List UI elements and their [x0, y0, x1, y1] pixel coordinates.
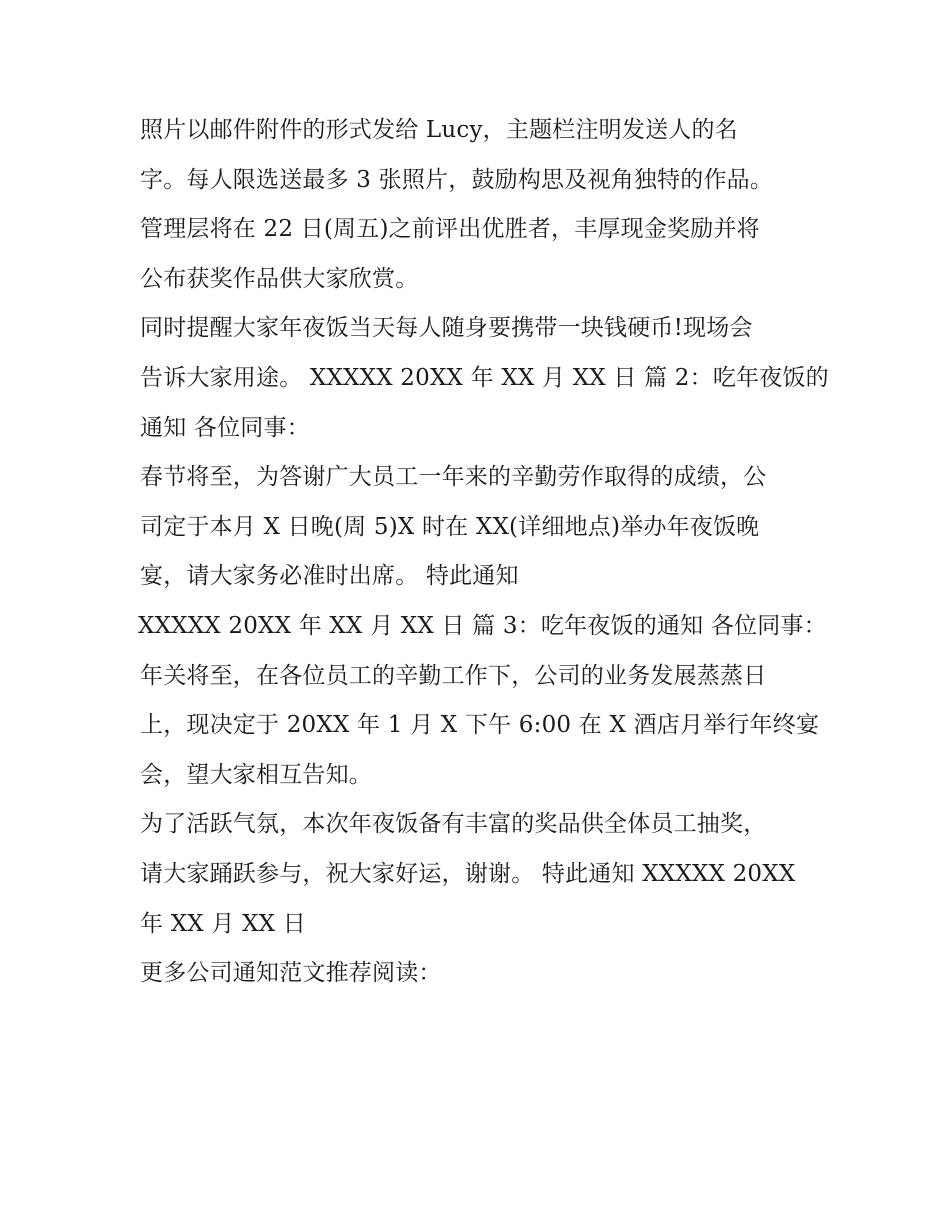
text-line: 请大家踊跃参与，祝大家好运，谢谢。 特此通知 XXXXX 20XX	[140, 860, 796, 887]
document-body	[140, 106, 830, 999]
text-line: 春节将至，为答谢广大员工一年来的辛勤劳作取得的成绩，公	[140, 464, 767, 491]
text-line: XXXXX 20XX 年 XX 月 XX 日 篇 3：吃年夜饭的通知 各位同事：	[138, 612, 827, 639]
text-line: 上，现决定于 20XX 年 1 月 X 下午 6:00 在 X 酒店月举行年终宴	[140, 712, 820, 739]
text-line: 会，望大家相互告知。	[140, 761, 372, 788]
text-line: 年关将至，在各位员工的辛勤工作下，公司的业务发展蒸蒸日	[140, 662, 767, 689]
text-line: 年 XX 月 XX 日	[140, 910, 306, 937]
text-line: 宴，请大家务必准时出席。 特此通知	[140, 563, 519, 590]
text-line: 为了活跃气氛，本次年夜饭备有丰富的奖品供全体员工抽奖，	[140, 811, 767, 838]
text-line: 字。每人限选送最多 3 张照片，鼓励构思及视角独特的作品。	[140, 166, 774, 193]
text-line: 同时提醒大家年夜饭当天每人随身要携带一块钱硬币!现场会	[140, 315, 753, 342]
text-line: 通知 各位同事：	[140, 414, 310, 441]
text-line: 告诉大家用途。 XXXXX 20XX 年 XX 月 XX 日 篇 2：吃年夜饭的	[140, 364, 829, 391]
text-line: 司定于本月 X 日晚(周 5)X 时在 XX(详细地点)举办年夜饭晚	[140, 513, 760, 540]
text-line: 管理层将在 22 日(周五)之前评出优胜者，丰厚现金奖励并将	[140, 216, 760, 243]
text-line: 照片以邮件附件的形式发给 Lucy，主题栏注明发送人的名	[140, 117, 738, 143]
text-line: 更多公司通知范文推荐阅读：	[140, 960, 442, 987]
text-line: 公布获奖作品供大家欣赏。	[140, 265, 419, 292]
